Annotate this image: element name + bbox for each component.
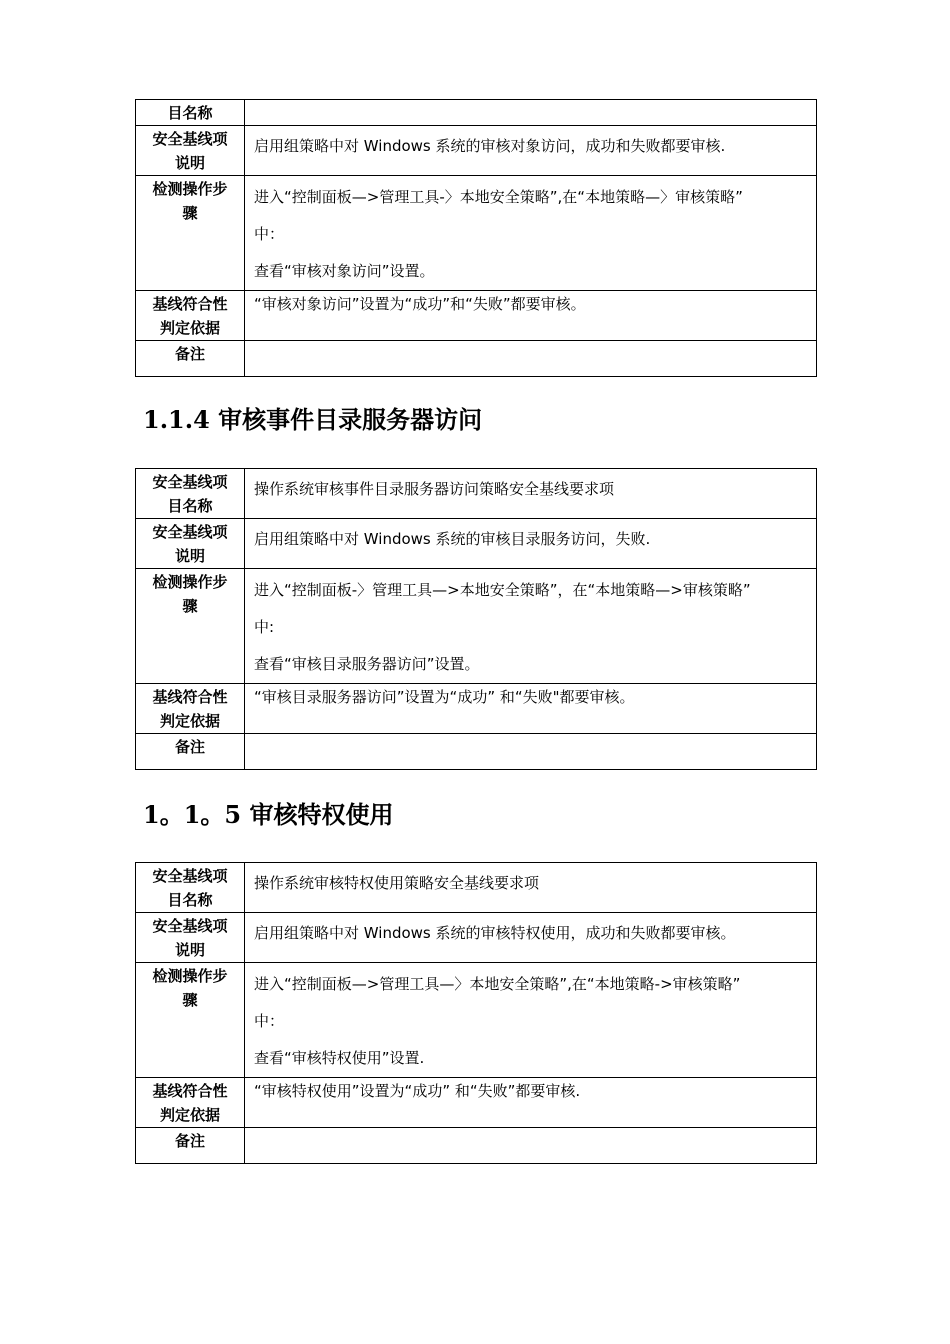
label-description: 安全基线项 说明 — [136, 913, 245, 963]
value-description: 启用组策略中对 Windows 系统的审核对象访问，成功和失败都要审核. — [245, 126, 817, 176]
row-conformance — [136, 684, 817, 734]
row-item-name — [136, 863, 817, 913]
row-notes — [136, 734, 817, 770]
row-check-steps — [136, 176, 817, 291]
value-notes — [245, 734, 817, 770]
section-heading-1-1-5: 1。1。5 审核特权使用 — [143, 800, 394, 829]
row-description — [136, 126, 817, 176]
row-check-steps — [136, 569, 817, 684]
baseline-table-privilege-use — [135, 862, 817, 1164]
value-notes — [245, 1128, 817, 1164]
label-item-name: 安全基线项 目名称 — [136, 469, 245, 519]
value-conformance: “审核目录服务器访问”设置为“成功” 和“失败"都要审核。 — [245, 684, 817, 734]
row-check-steps — [136, 963, 817, 1078]
section-heading-1-1-4: 1.1.4 审核事件目录服务器访问 — [143, 405, 483, 434]
row-description — [136, 519, 817, 569]
label-notes: 备注 — [136, 341, 245, 377]
row-description — [136, 913, 817, 963]
value-item-name: 操作系统审核特权使用策略安全基线要求项 — [245, 863, 817, 913]
row-conformance — [136, 291, 817, 341]
row-item-name — [136, 469, 817, 519]
value-description: 启用组策略中对 Windows 系统的审核特权使用，成功和失败都要审核。 — [245, 913, 817, 963]
value-conformance: “审核对象访问”设置为“成功”和“失败”都要审核。 — [245, 291, 817, 341]
baseline-table-object-access — [135, 99, 817, 377]
value-notes — [245, 341, 817, 377]
label-check-steps: 检测操作步 骤 — [136, 569, 245, 684]
value-check-steps: 进入“控制面板—>管理工具-〉本地安全策略”,在“本地策略—〉审核策略” 中： 查看“审核对象访问”设置。 — [245, 176, 817, 291]
label-conformance: 基线符合性 判定依据 — [136, 684, 245, 734]
row-notes — [136, 1128, 817, 1164]
label-item-name: 目名称 — [136, 100, 245, 126]
label-notes: 备注 — [136, 1128, 245, 1164]
value-check-steps: 进入“控制面板-〉管理工具—>本地安全策略”，在“本地策略—>审核策略” 中: 查看“审核目录服务器访问”设置。 — [245, 569, 817, 684]
baseline-table-directory-access — [135, 468, 817, 770]
value-check-steps: 进入“控制面板—>管理工具—〉本地安全策略”,在“本地策略->审核策略” 中： 查看“审核特权使用”设置. — [245, 963, 817, 1078]
row-notes — [136, 341, 817, 377]
value-item-name: 操作系统审核事件目录服务器访问策略安全基线要求项 — [245, 469, 817, 519]
label-item-name: 安全基线项 目名称 — [136, 863, 245, 913]
label-conformance: 基线符合性 判定依据 — [136, 291, 245, 341]
label-description: 安全基线项 说明 — [136, 126, 245, 176]
value-description: 启用组策略中对 Windows 系统的审核目录服务访问，失败. — [245, 519, 817, 569]
label-check-steps: 检测操作步 骤 — [136, 176, 245, 291]
value-conformance: “审核特权使用”设置为“成功” 和“失败”都要审核. — [245, 1078, 817, 1128]
value-item-name — [245, 100, 817, 126]
label-check-steps: 检测操作步 骤 — [136, 963, 245, 1078]
label-notes: 备注 — [136, 734, 245, 770]
row-item-name — [136, 100, 817, 126]
label-conformance: 基线符合性 判定依据 — [136, 1078, 245, 1128]
label-description: 安全基线项 说明 — [136, 519, 245, 569]
row-conformance — [136, 1078, 817, 1128]
